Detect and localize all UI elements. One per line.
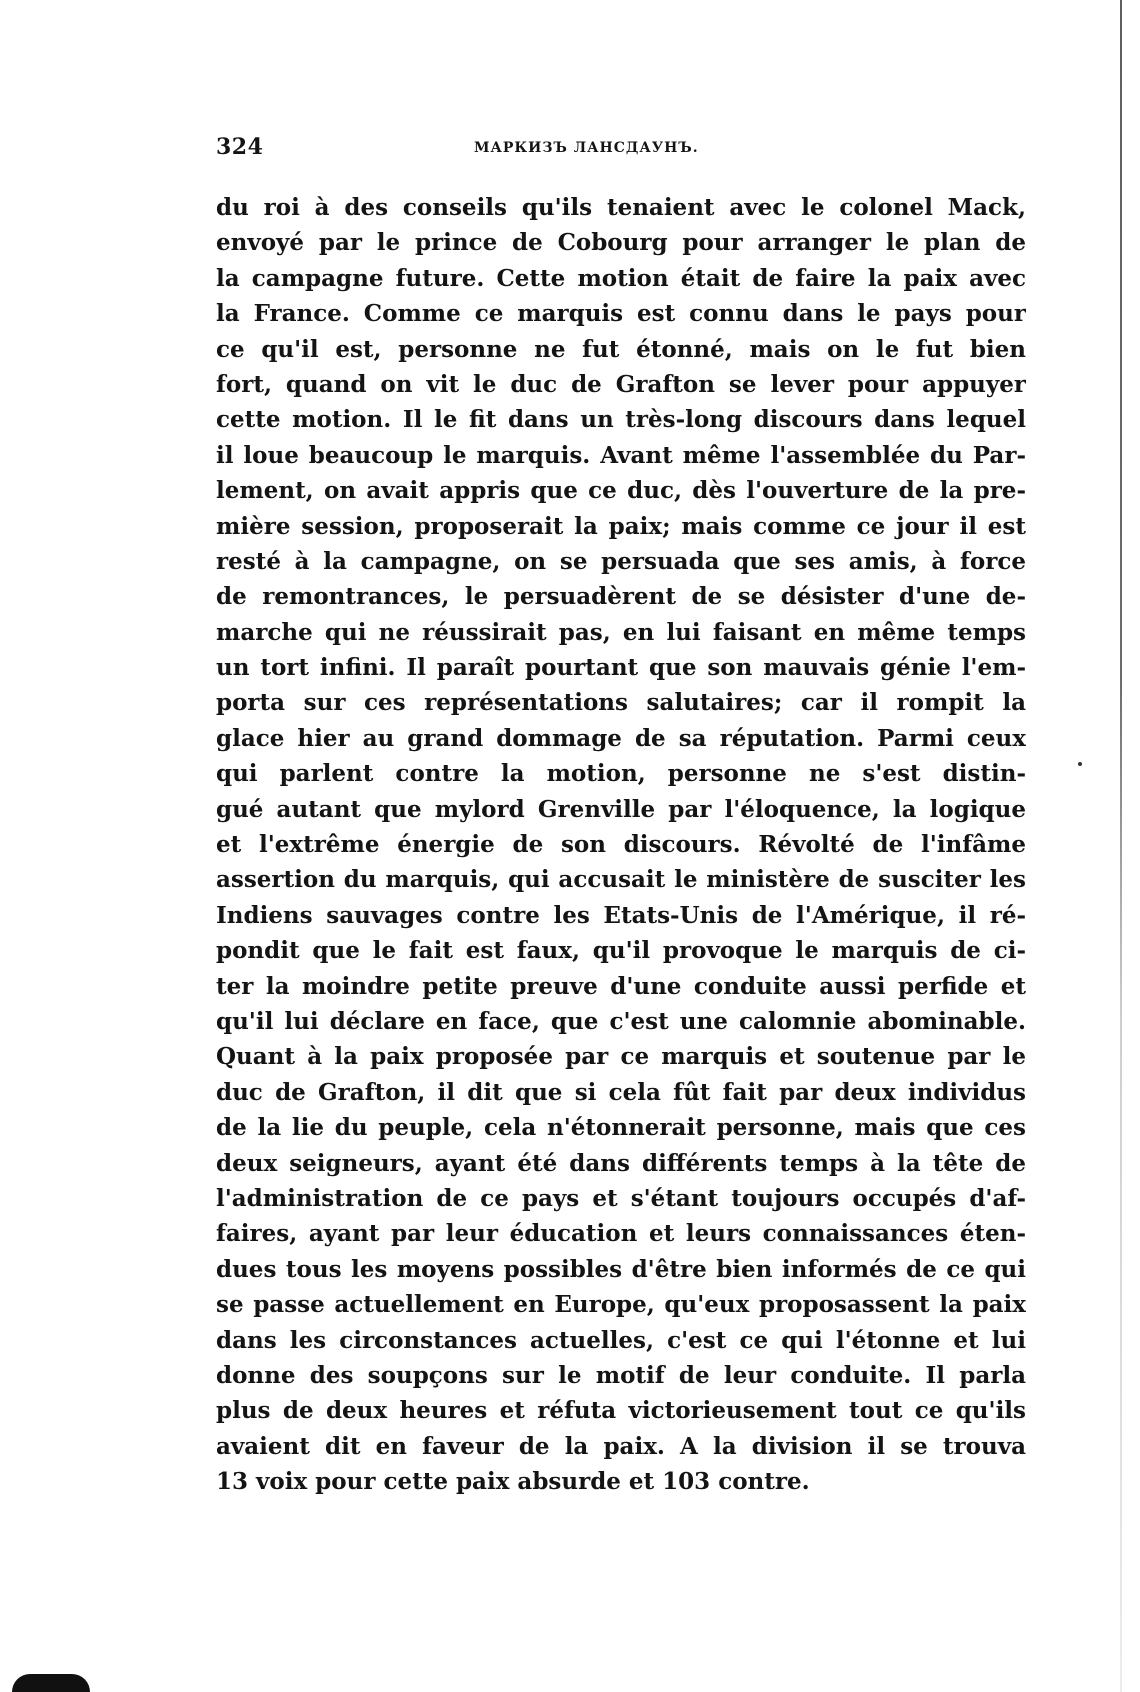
text-line: marche qui ne réussirait pas, en lui faisant en même temps	[216, 618, 1026, 646]
text-line: glace hier au grand dommage de sa réputation. Parmi ceux	[216, 724, 1026, 752]
text-line: qui parlent contre la motion, personne ne s'est distin-	[216, 760, 1026, 788]
text-line: deux seigneurs, ayant été dans différents temps à la tête de	[216, 1149, 1026, 1177]
body-text	[216, 190, 1026, 1499]
text-line: envoyé par le prince de Cobourg pour arranger le plan de	[216, 229, 1026, 257]
text-line: duc de Grafton, il dit que si cela fût fait par deux individus	[216, 1078, 1026, 1106]
page-edge-shadow	[1120, 0, 1122, 1692]
text-line: mière session, proposerait la paix; mais comme ce jour il est	[216, 512, 1026, 540]
text-line: Indiens sauvages contre les Etats-Unis de l'Amérique, il ré-	[216, 901, 1026, 929]
text-line: fort, quand on vit le duc de Grafton se lever pour appuyer	[216, 370, 1026, 398]
text-line-last: 13 voix pour cette paix absurde et 103 contre.	[216, 1468, 810, 1496]
text-line: de remontrances, le persuadèrent de se désister d'une de-	[216, 583, 1026, 611]
ink-speck	[1078, 762, 1082, 766]
text-line: la campagne future. Cette motion était de faire la paix avec	[216, 264, 1026, 292]
text-line: ce qu'il est, personne ne fut étonné, mais on le fut bien	[216, 335, 1026, 363]
text-line: l'administration de ce pays et s'étant toujours occupés d'af-	[216, 1184, 1026, 1212]
text-line: de la lie du peuple, cela n'étonnerait personne, mais que ces	[216, 1114, 1026, 1142]
text-line: assertion du marquis, qui accusait le ministère de susciter les	[216, 866, 1026, 894]
text-line: ter la moindre petite preuve d'une conduite aussi perfide et	[216, 972, 1026, 1000]
scan-corner-mark	[12, 1674, 90, 1692]
text-line: pondit que le fait est faux, qu'il provoque le marquis de ci-	[216, 937, 1026, 965]
text-line: qu'il lui déclare en face, que c'est une calomnie abominable.	[216, 1007, 1026, 1035]
text-line: plus de deux heures et réfuta victorieusement tout ce qu'ils	[216, 1397, 1026, 1425]
text-line: dues tous les moyens possibles d'être bien informés de ce qui	[216, 1255, 1026, 1283]
text-line: porta sur ces représentations salutaires; car il rompit la	[216, 689, 1026, 717]
text-line: il loue beaucoup le marquis. Avant même l'assemblée du Par-	[216, 441, 1026, 469]
text-line: avaient dit en faveur de la paix. A la division il se trouva	[216, 1432, 1026, 1460]
text-line: lement, on avait appris que ce duc, dès l'ouverture de la pre-	[216, 477, 1026, 505]
text-line: Quant à la paix proposée par ce marquis et soutenue par le	[216, 1043, 1026, 1071]
text-line: faires, ayant par leur éducation et leurs connaissances éten-	[216, 1220, 1026, 1248]
text-line: resté à la campagne, on se persuada que ses amis, à force	[216, 547, 1026, 575]
text-line: se passe actuellement en Europe, qu'eux proposassent la paix	[216, 1291, 1026, 1319]
text-line: gué autant que mylord Grenville par l'éloquence, la logique	[216, 795, 1026, 823]
text-line: cette motion. Il le fit dans un très-long discours dans lequel	[216, 406, 1026, 434]
text-line: dans les circonstances actuelles, c'est ce qui l'étonne et lui	[216, 1326, 1026, 1354]
text-line: un tort infini. Il paraît pourtant que son mauvais génie l'em-	[216, 654, 1026, 682]
text-line: donne des soupçons sur le motif de leur conduite. Il parla	[216, 1361, 1026, 1389]
text-line: du roi à des conseils qu'ils tenaient avec le colonel Mack,	[216, 194, 1026, 221]
text-line: et l'extrême énergie de son discours. Révolté de l'infâme	[216, 831, 1026, 859]
text-line: la France. Comme ce marquis est connu dans le pays pour	[216, 300, 1026, 328]
page-number: 324	[216, 134, 264, 160]
running-head: МАРКИЗЪ ЛАНСДАУНЪ.	[474, 140, 699, 156]
page-header	[216, 134, 1026, 168]
